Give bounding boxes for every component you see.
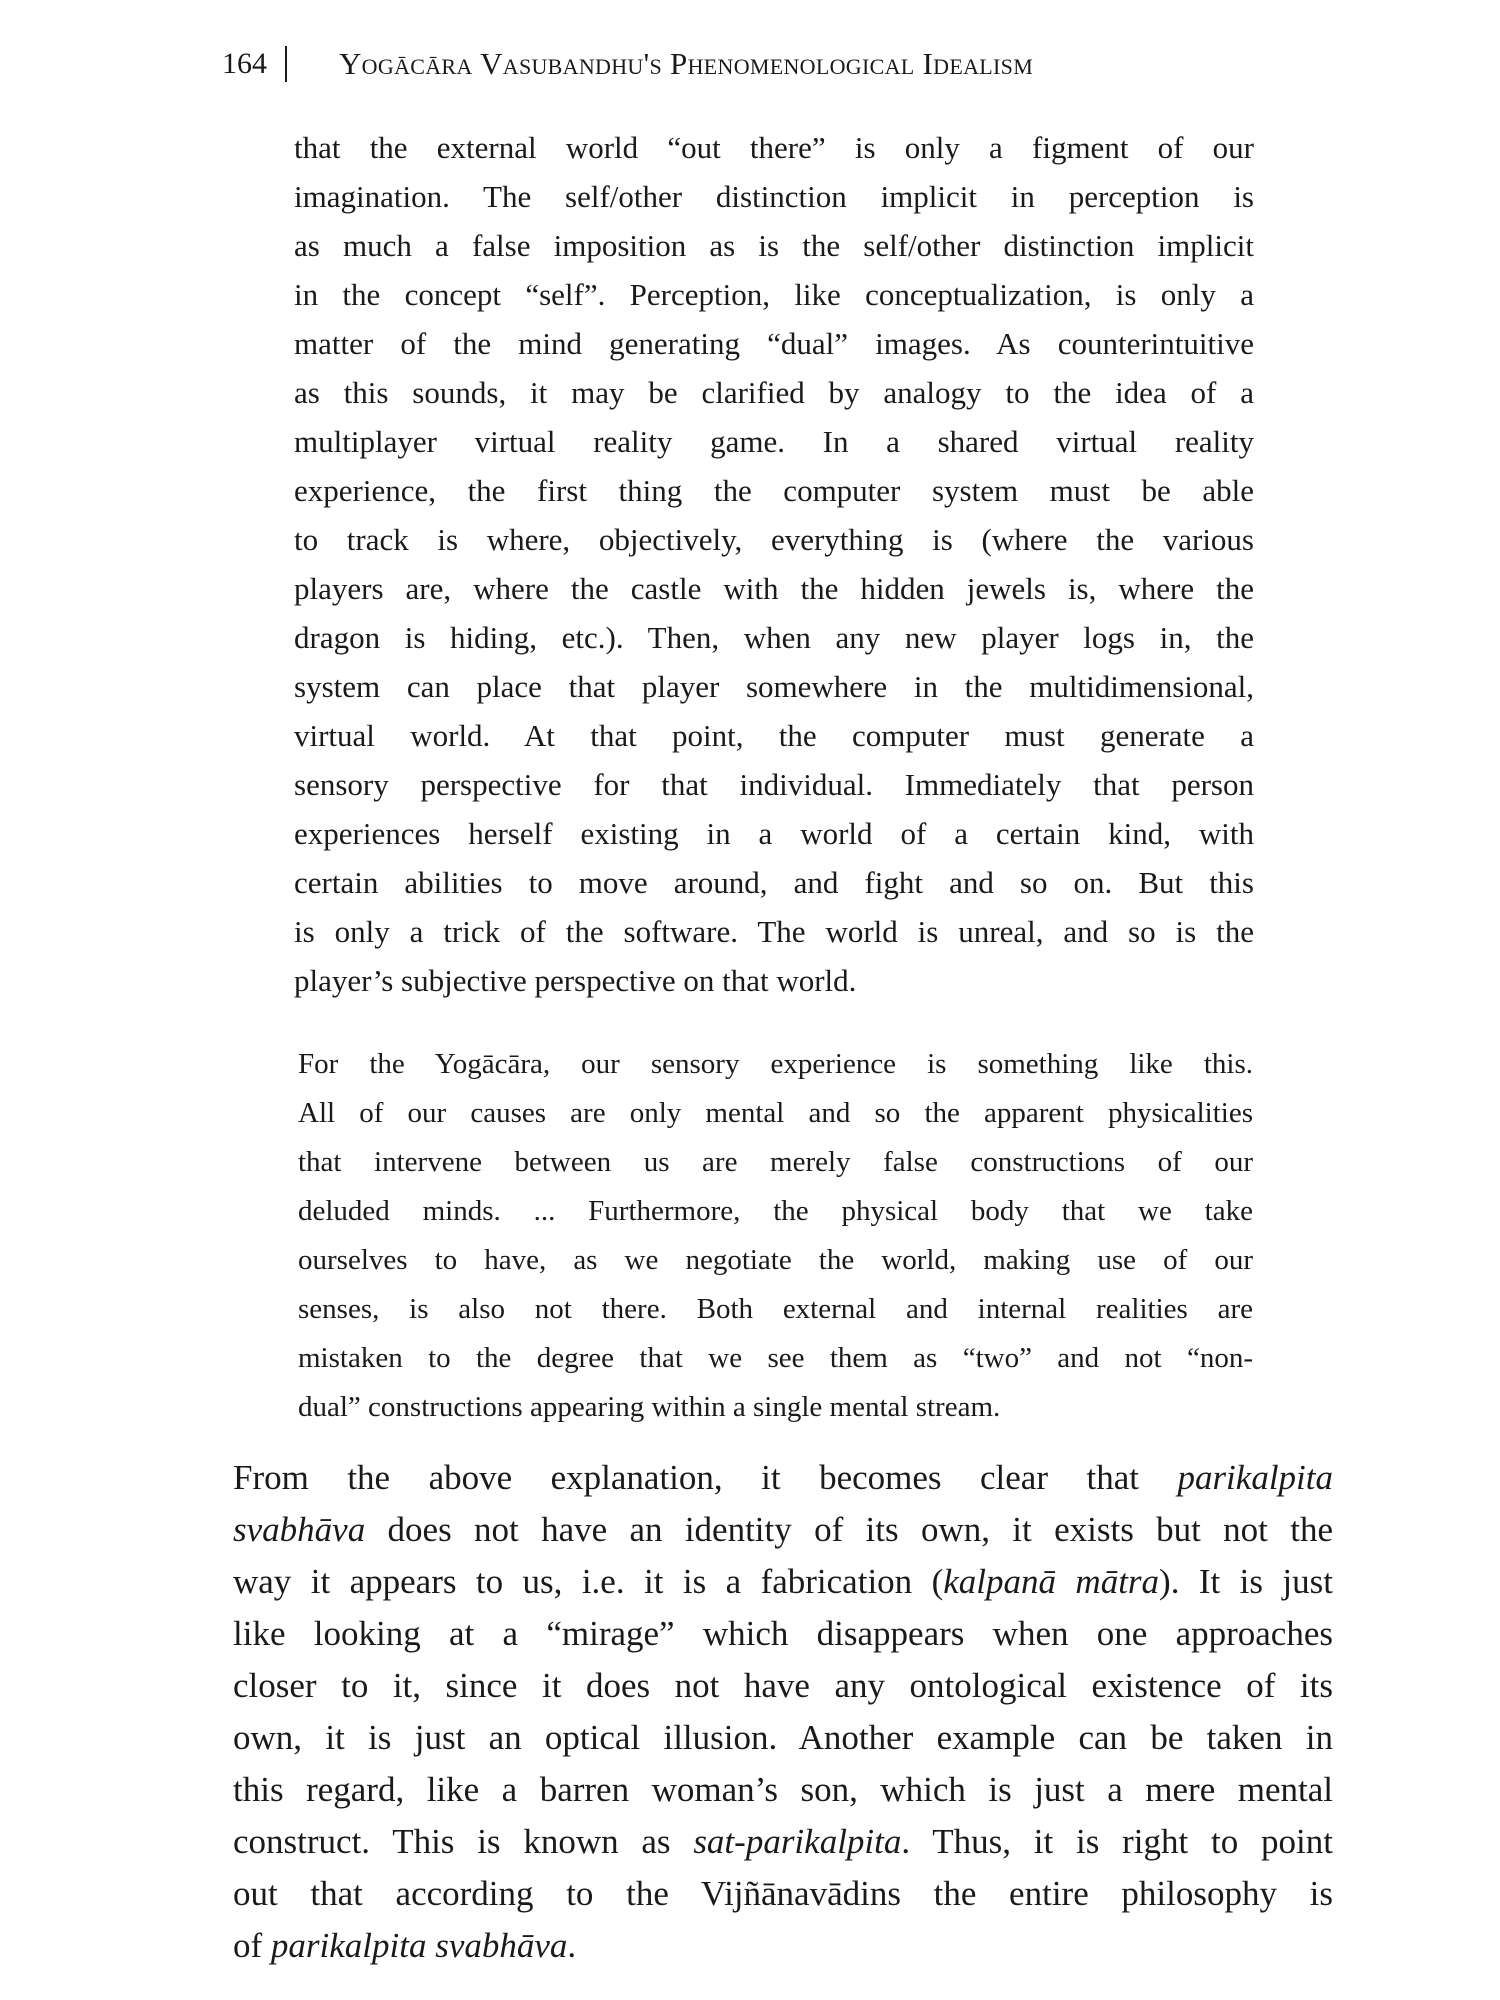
quote-line: ourselves to have, as we negotiate the world, making use of our: [298, 1244, 1253, 1276]
text-run: way it appears to us, i.e. it is a fabrication (: [233, 1562, 944, 1601]
text-line: own, it is just an optical illusion. Another example can be taken in: [233, 1718, 1333, 1757]
text-run: ). It is just: [1159, 1562, 1333, 1601]
text-run: . Thus, it is right to point: [901, 1822, 1333, 1861]
italic-term: parikalpita svabhāva: [270, 1926, 568, 1965]
text-line: is only a trick of the software. The world is unreal, and so is the: [294, 914, 1254, 949]
italic-term: parikalpita: [1177, 1458, 1333, 1497]
text-line: in the concept “self”. Perception, like conceptualization, is only a: [294, 277, 1254, 312]
quote-line: All of our causes are only mental and so the apparent physicalities: [298, 1097, 1253, 1129]
italic-term: svabhāva: [233, 1510, 366, 1549]
text-line: dragon is hiding, etc.). Then, when any new player logs in, the: [294, 620, 1254, 655]
text-line: virtual world. At that point, the computer must generate a: [294, 718, 1254, 753]
text-line: [233, 1556, 1333, 1608]
text-line: experience, the first thing the computer system must be able: [294, 473, 1254, 508]
text-line: as much a false imposition as is the self/other distinction implicit: [294, 228, 1254, 263]
text-line: imagination. The self/other distinction implicit in perception is: [294, 179, 1254, 214]
header-divider: [285, 46, 287, 82]
text-line: [233, 1452, 1333, 1504]
paragraph-continuation: [294, 123, 1254, 1005]
text-run: construct. This is known as: [233, 1822, 694, 1861]
paragraph-main: [233, 1452, 1333, 1972]
text-line: system can place that player somewhere in the multidimensional,: [294, 669, 1254, 704]
quote-line: mistaken to the degree that we see them as “two” and not “non-: [298, 1342, 1253, 1374]
running-header: [222, 44, 1033, 84]
text-line: experiences herself existing in a world of a certain kind, with: [294, 816, 1254, 851]
text-line: that the external world “out there” is only a figment of our: [294, 130, 1254, 165]
quote-line: that intervene between us are merely false constructions of our: [298, 1146, 1253, 1178]
quote-line: For the Yogācāra, our sensory experience is something like this.: [298, 1048, 1253, 1080]
quote-line: senses, is also not there. Both external and internal realities are: [298, 1293, 1253, 1325]
text-line: certain abilities to move around, and fight and so on. But this: [294, 865, 1254, 900]
text-line: [233, 1816, 1333, 1868]
text-line: players are, where the castle with the hidden jewels is, where the: [294, 571, 1254, 606]
quote-line: deluded minds. ... Furthermore, the physical body that we take: [298, 1195, 1253, 1227]
text-line: [233, 1504, 1333, 1556]
block-quote: [298, 1040, 1253, 1432]
text-line: to track is where, objectively, everything is (where the various: [294, 522, 1254, 557]
text-run: .: [567, 1926, 577, 1965]
text-line: sensory perspective for that individual. Immediately that person: [294, 767, 1254, 802]
text-line: player’s subjective perspective on that world.: [294, 963, 857, 998]
text-line: [233, 1920, 1333, 1972]
italic-term: sat-parikalpita: [693, 1822, 902, 1861]
page-number: 164: [222, 47, 267, 80]
italic-term: kalpanā mātra: [943, 1562, 1160, 1601]
running-title: Yogācāra Vasubandhu's Phenomenological Idealism: [339, 46, 1034, 81]
text-line: out that according to the Vijñānavādins the entire philosophy is: [233, 1874, 1333, 1913]
text-line: matter of the mind generating “dual” images. As counterintuitive: [294, 326, 1254, 361]
text-run: of: [233, 1926, 271, 1965]
text-run: From the above explanation, it becomes clear that: [233, 1458, 1178, 1497]
text-run: does not have an identity of its own, it exists but not the: [365, 1510, 1333, 1549]
text-line: multiplayer virtual reality game. In a shared virtual reality: [294, 424, 1254, 459]
text-line: closer to it, since it does not have any ontological existence of its: [233, 1666, 1333, 1705]
text-line: this regard, like a barren woman’s son, which is just a mere mental: [233, 1770, 1333, 1809]
text-line: as this sounds, it may be clarified by analogy to the idea of a: [294, 375, 1254, 410]
text-line: like looking at a “mirage” which disappears when one approaches: [233, 1614, 1333, 1653]
quote-line: dual” constructions appearing within a single mental stream.: [298, 1391, 1001, 1423]
